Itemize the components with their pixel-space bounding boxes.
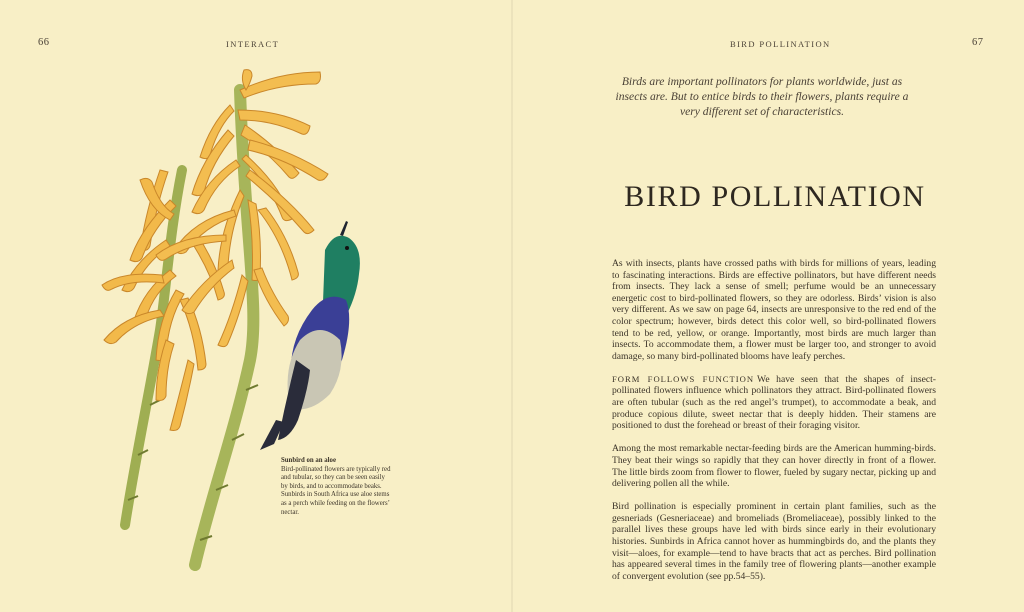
caption-title: Sunbird on an aloe: [281, 457, 336, 464]
page-title: BIRD POLLINATION: [624, 180, 926, 213]
intro-text: Birds are important pollinators for plants worldwide, just as insects are. But to entice birds to their flowers, plants require a very different set of characteristics.: [615, 75, 909, 118]
subhead-paragraph-text: We have seen that the shapes of insect-pollinated flowers influence which pollinators they attract. Bird-pollinated flowers are often tubular (such as the red angel’s trumpet), to accommodate a beak, and produce copious dilute, sweet nectar that is deeply hidden. Their stamens are positioned to dust the forehead or breast of their foraging visitor.: [612, 373, 936, 432]
paragraph: As with insects, plants have crossed paths with birds for millions of years, leading to fascinating interactions. Birds are effective pollinators, but have different needs from insects. They lack a sense of smell; perfume would be an unnecessary energetic cost to bird-pollinated flowers, so they are odorless. Birds’ vision is also very different. As we saw on page 64, insects are unresponsive to the red end of the color spectrum; however, birds detect this color well, so bird-pollinated flowers tend to be red, yellow, or orange. Importantly, most birds are much larger than insects. To accommodate them, a flower must be larger too, and stronger to avoid damage, so many bird-pollinated blooms have leafy perches.: [612, 258, 936, 362]
illustration-caption: [281, 457, 393, 517]
right-running-head: BIRD POLLINATION: [730, 39, 831, 49]
sunbird: [260, 221, 360, 450]
section-subhead: FORM FOLLOWS FUNCTION: [612, 373, 755, 384]
paragraph: Bird pollination is especially prominent in certain plant families, such as the gesneriads (Gesneriaceae) and bromeliads (Bromeliaceae), possibly linked to the parallel lives these groups have led with birds since early in their evolutionary histories. Sunbirds in Africa cannot hover as hummingbirds do, and the plants they visit—aloes, for example—tend to have bracts that act as perches. Bird pollination has appeared several times in the family tree of flowering plants—another example of convergent evolution (see pp.54–55).: [612, 501, 936, 582]
book-gutter: [511, 0, 513, 612]
left-running-head: INTERACT: [226, 39, 280, 49]
paragraph: [612, 374, 936, 432]
caption-text: Bird-pollinated flowers are typically red and tubular, so they can be seen easily by birds, and to accommodate beaks. Sunbirds in South Africa use aloe stems as a perch while feeding on the flowers’ nectar.: [281, 465, 391, 516]
right-page-number: 67: [972, 37, 984, 48]
left-page-number: 66: [38, 37, 50, 48]
paragraph: Among the most remarkable nectar-feeding birds are the American humming-birds. They beat their wings so rapidly that they can hover directly in front of a flower. The little birds zoom from flower to flower, fueled by sugary nectar, picking up and delivering pollen all the while.: [612, 443, 936, 490]
body-text: [612, 258, 936, 594]
